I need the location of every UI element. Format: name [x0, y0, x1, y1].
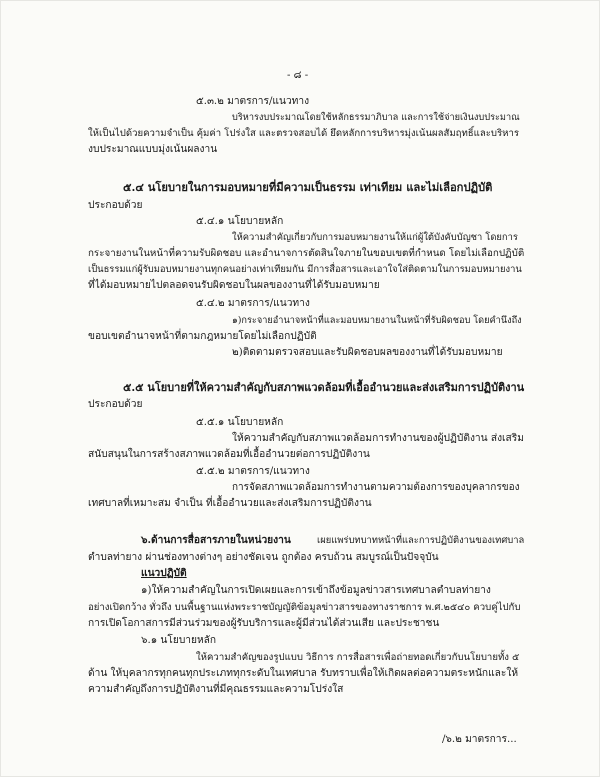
page-number: - ๘ -: [287, 70, 309, 81]
list-item: ๒)ติดตามตรวจสอบและรับผิดชอบผลของงานที่ได้รับมอบหมาย: [232, 347, 503, 358]
subsection-5-3-2: ๕.๓.๒ มาตรการ/แนวทาง: [196, 96, 310, 107]
paragraph-line: เป็นธรรมแก่ผู้รับมอบหมายงานทุกคนอย่างเท่าเทียมกัน มีการสื่อสารและเอาใจใส่ติดตามในการมอบหมายงาน: [88, 264, 522, 275]
subsection-5-4-2: ๕.๔.๒ มาตรการ/แนวทาง: [196, 298, 310, 309]
paragraph-line: งบประมาณแบบมุ่งเน้นผลงาน: [88, 144, 218, 155]
paragraph-line: ให้เป็นไปด้วยความจำเป็น คุ้มค่า โปร่งใส และตรวจสอบได้ ยึดหลักการบริหารมุ่งเน้นผลสัมฤทธิ์และบริหาร: [88, 128, 519, 139]
section-heading-5-5: ๕.๕ นโยบายที่ให้ความสำคัญกับสภาพแวดล้อมที่เอื้ออำนวยและส่งเสริมการปฏิบัติงาน: [123, 381, 525, 394]
subsection-5-4-1: ๕.๔.๑ นโยบายหลัก: [196, 216, 284, 227]
paragraph-line: อย่างเปิดกว้าง ทั่วถึง บนพื้นฐานแห่งพระราชบัญญัติข้อมูลข่าวสารของทางราชการ พ.ศ.๒๕๔๐ ควบคู่ไปกับ: [88, 602, 521, 613]
paragraph-line: เทศบาลที่เหมาะสม จำเป็น ที่เอื้ออำนวยและส่งเสริมการปฏิบัติงาน: [88, 498, 372, 509]
guideline-heading: แนวปฏิบัติ: [141, 567, 187, 579]
paragraph-line: ให้ความสำคัญเกี่ยวกับการมอบหมายงานให้แก่ผู้ใต้บังคับบัญชา โดยการ: [232, 232, 518, 243]
subsection-6-1: ๖.๑ นโยบายหลัก: [141, 635, 217, 646]
section-heading-6: ๖.ด้านการสื่อสารภายในหน่วยงาน: [141, 534, 291, 546]
paragraph-line: การจัดสภาพแวดล้อมการทำงานตามความต้องการของบุคลากรของ: [232, 482, 520, 493]
subsection-5-5-1: ๕.๕.๑ นโยบายหลัก: [196, 417, 284, 428]
paragraph-line: บริหารงบประมาณโดยใช้หลักธรรมาภิบาล และการใช้จ่ายเงินงบประมาณ: [232, 112, 520, 123]
paragraph-line: การเปิดโอกาสการมีส่วนร่วมของผู้รับบริการและผู้มีส่วนได้ส่วนเสีย และประชาชน: [88, 618, 440, 629]
paragraph-line: ที่ได้มอบหมายไปตลอดจนรับผิดชอบในผลของงานที่ได้รับมอบหมาย: [88, 280, 380, 291]
section-heading-5-4: ๕.๔ นโยบายในการมอบหมายที่มีความเป็นธรรม เท่าเทียม และไม่เลือกปฏิบัติ: [123, 180, 493, 194]
paragraph-line: เผยแพร่บทบาทหน้าที่และการปฏิบัติงานของเทศบาล: [317, 535, 525, 546]
paragraph-line: กระจายงานในหน้าที่ความรับผิดชอบ และอำนาจการตัดสินใจภายในขอบเขตที่กำหนด โดยไม่เลือกปฏิบัติ: [88, 248, 525, 259]
paragraph-line: ความสำคัญถึงการปฏิบัติงานที่มีคุณธรรมและความโปร่งใส: [88, 684, 344, 695]
page-footer: /๖.๒ มาตรการ...: [442, 734, 517, 745]
paragraph-line: ให้ความสำคัญของรูปแบบ วิธีการ การสื่อสารเพื่อถ่ายทอดเกี่ยวกับนโยบายทั้ง ๕: [196, 652, 520, 663]
paragraph-line: ด้าน ให้บุคลากรทุกคนทุกประเภททุกระดับในเทศบาล รับทราบเพื่อให้เกิดผลต่อความตระหนักและให้: [88, 668, 519, 679]
paragraph-line: ตำบลท่ายาง ผ่านช่องทางต่างๆ อย่างชัดเจน ถูกต้อง ครบถ้วน สมบูรณ์เป็นปัจจุบัน: [88, 552, 439, 563]
list-item: ๑)กระจายอำนาจหน้าที่และมอบหมายงานในหน้าที่รับผิดชอบ โดยคำนึงถึง: [232, 315, 522, 326]
paragraph-line: ประกอบด้วย: [88, 399, 143, 410]
paragraph-line: ให้ความสำคัญกับสภาพแวดล้อมการทำงานของผู้ปฏิบัติงาน ส่งเสริม: [232, 433, 524, 444]
paragraph-line: ประกอบด้วย: [88, 200, 143, 211]
paragraph-line: สนับสนุนในการสร้างสภาพแวดล้อมที่เอื้ออำนวยต่อการปฏิบัติงาน: [88, 449, 370, 460]
paragraph-line: ขอบเขตอำนาจหน้าที่ตามกฎหมายโดยไม่เลือกปฏิบัติ: [88, 331, 317, 342]
subsection-5-5-2: ๕.๕.๒ มาตรการ/แนวทาง: [196, 466, 310, 477]
list-item: ๑)ให้ความสำคัญในการเปิดเผยและการเข้าถึงข้อมูลข่าวสารเทศบาลตำบลท่ายาง: [141, 585, 491, 596]
